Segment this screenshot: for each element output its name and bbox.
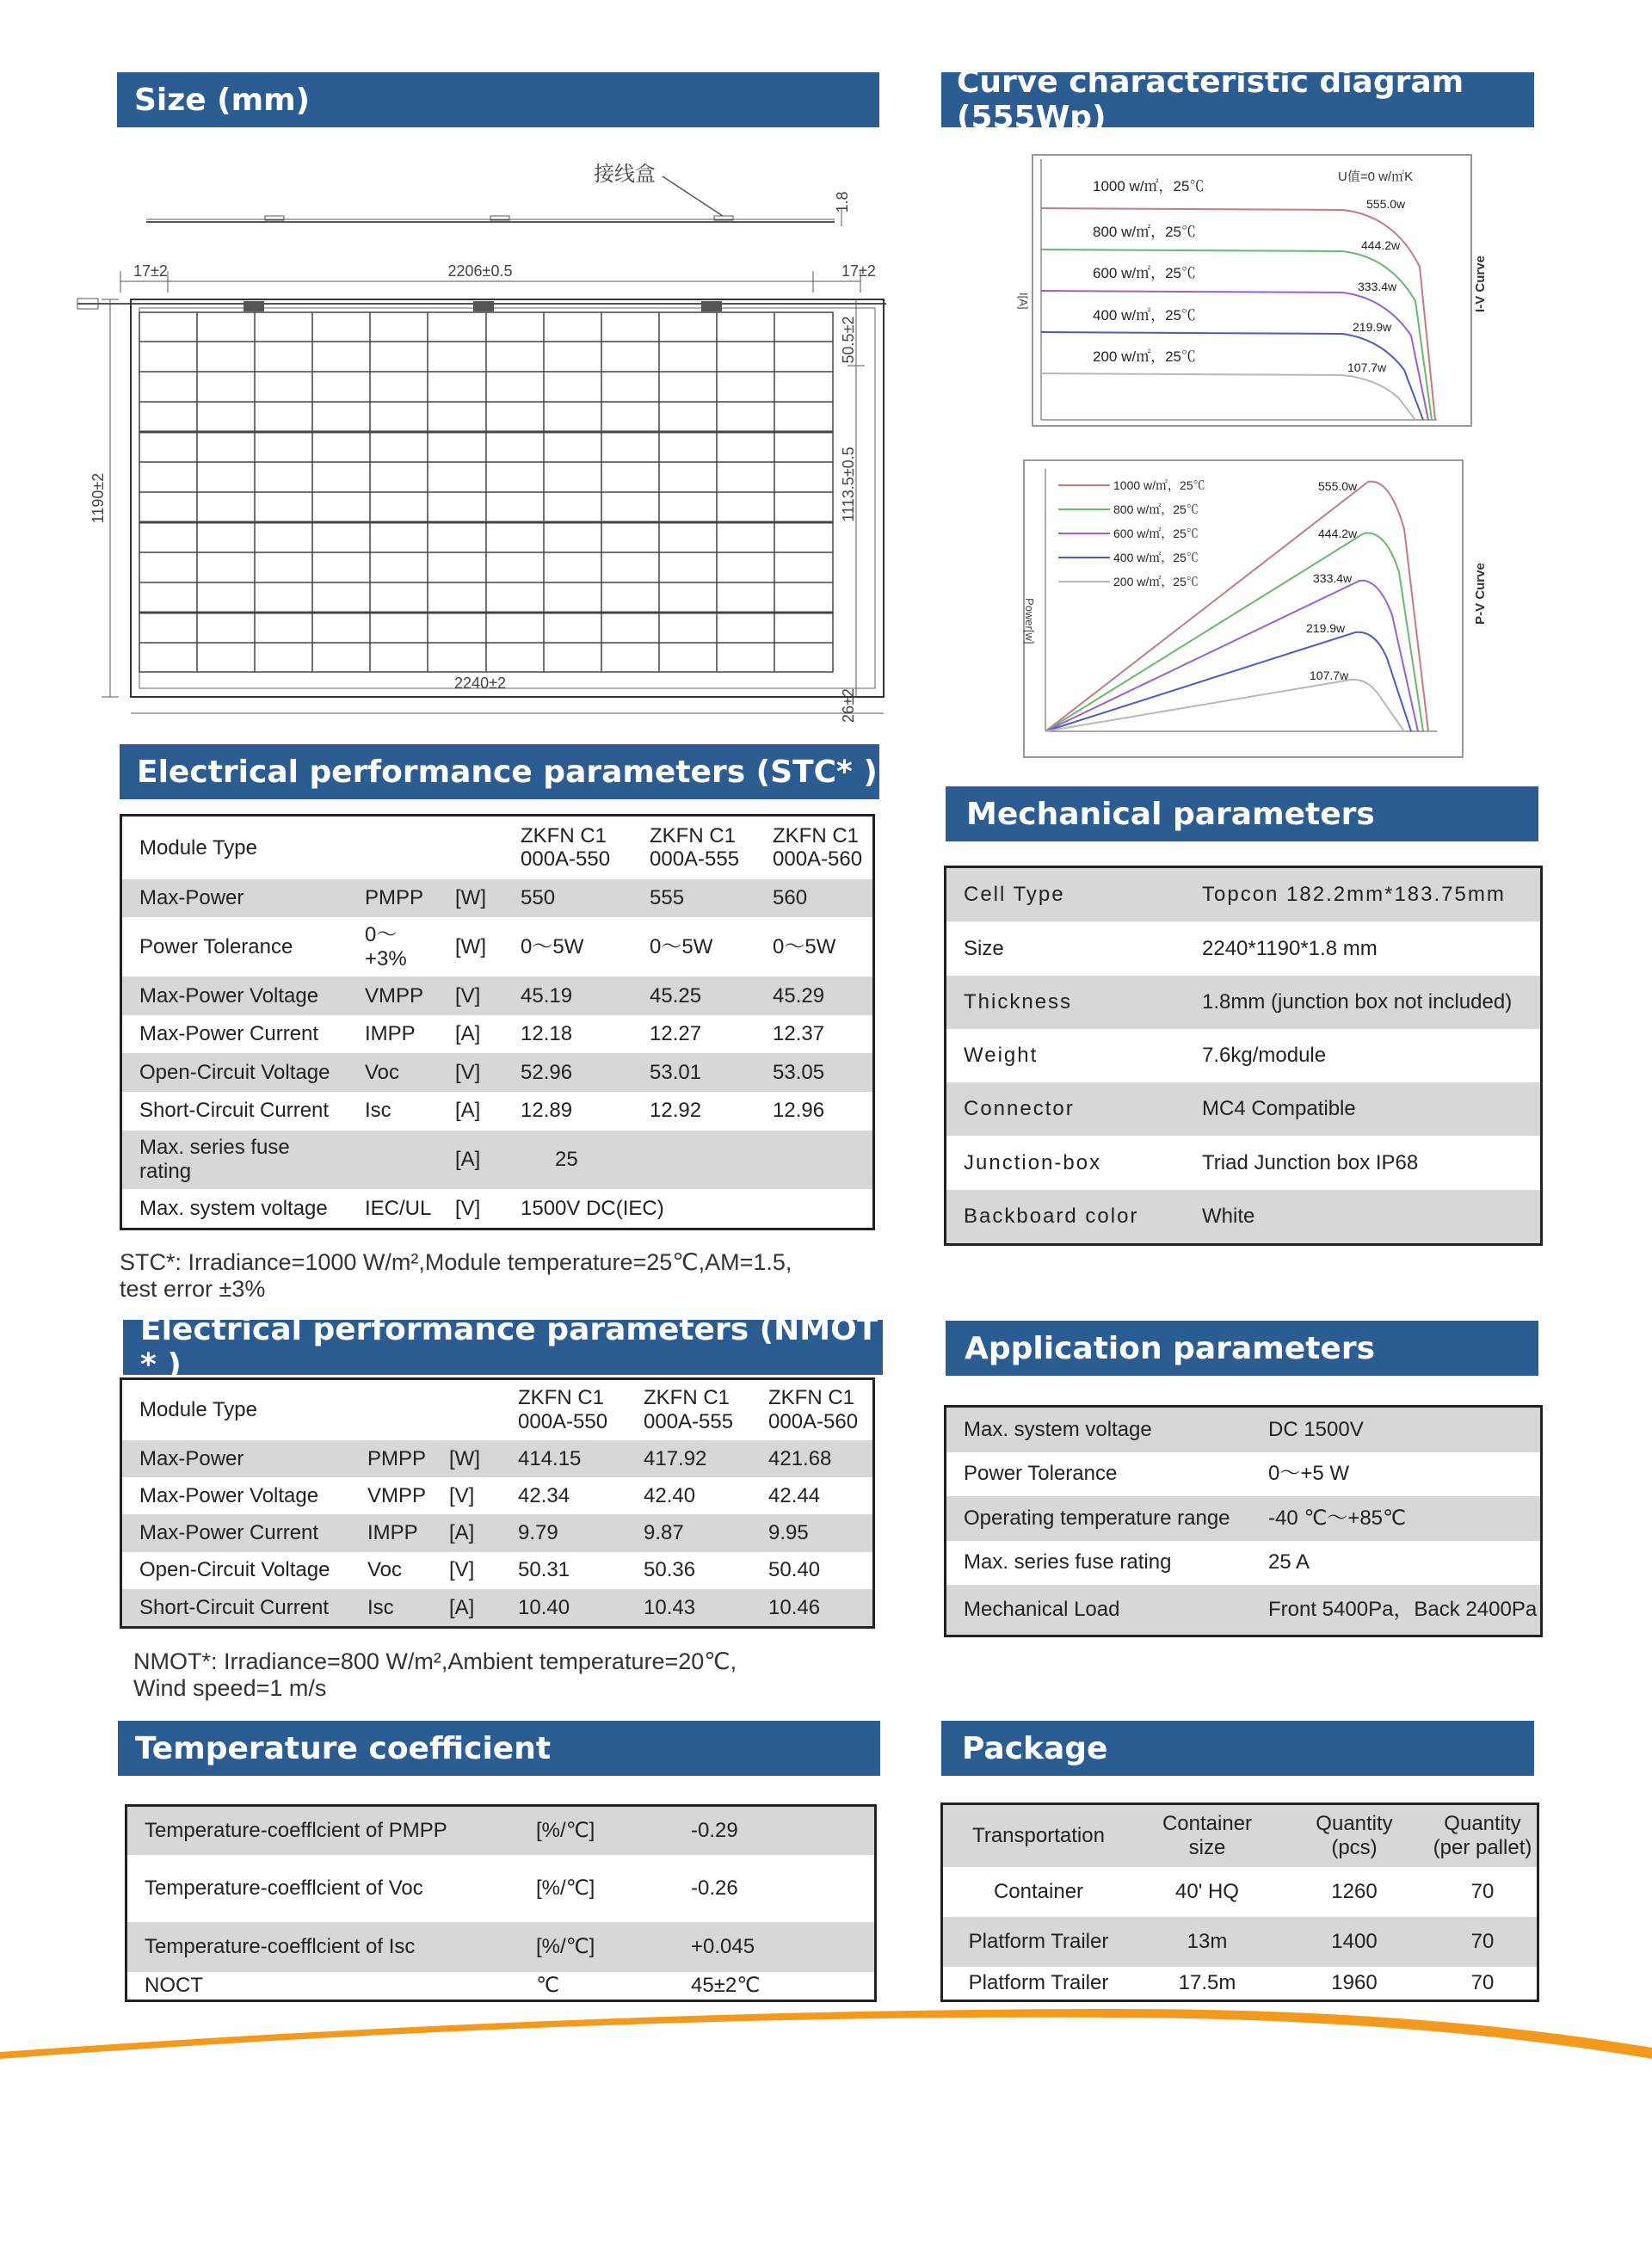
app-row-fuse: Max. series fuse rating 25 A (964, 1550, 1310, 1574)
iv-power-800: 444.2w (1361, 238, 1401, 252)
nmot-section-header (123, 1312, 883, 1383)
mech-row-weight: Weight 7.6kg/module (964, 1044, 1327, 1068)
pv-curve-chart (1007, 452, 1506, 766)
nmot-table (120, 1377, 875, 1629)
pv-curve-600 (1045, 581, 1418, 731)
stc-header-row (122, 816, 872, 879)
nmot-section-title: Electrical performance parameters (NMOT * ) (140, 1312, 878, 1383)
cell-grid (139, 312, 833, 672)
dim-right-margin: 17±2 (841, 262, 876, 280)
temp-row-noct: NOCT ℃ 45±2℃ (145, 1974, 761, 1998)
package-section-header (941, 1721, 1534, 1776)
module-dimension-drawing (69, 142, 895, 727)
temp-section-title: Temperature coefficient (135, 1730, 552, 1766)
stc-section-title: Electrical performance parameters (STC* ) (137, 754, 878, 790)
pv-label-600: 600 w/㎡，25℃ (1113, 527, 1199, 540)
stc-row-power-tolerance: Power Tolerance 0～ +3% [W] 0～5W 0～5W 0～5W (139, 923, 836, 971)
footer-wave (0, 2009, 1652, 2069)
nmot-row-isc: Short-Circuit Current Isc [A] 10.40 10.43 10.46 (122, 1589, 872, 1626)
dim-height: 1190±2 (89, 472, 107, 524)
mech-row-backboard: Backboard color White (946, 1190, 1540, 1243)
iv-label-600: 600 w/㎡，25℃ (1093, 265, 1196, 281)
package-header-row: Transportation Container size Quantity (pcs) Quantity (per pallet) (943, 1805, 1537, 1867)
iv-power-600: 333.4w (1358, 280, 1397, 293)
pv-label-1000: 1000 w/㎡，25℃ (1113, 478, 1205, 492)
mech-row-connector: Connector MC4 Compatible (946, 1082, 1540, 1136)
size-section-header (117, 72, 879, 127)
temp-row-voc: Temperature-coefflcient of Voc [%/℃] -0.26 (145, 1876, 738, 1901)
stc-row-system-voltage: Max. system voltage IEC/UL [V] 1500V DC(IEC) (139, 1196, 664, 1220)
dim-inner-length: 2206±0.5 (447, 262, 513, 280)
stc-header-555: ZKFN C1 000A-555 (650, 823, 740, 872)
nmot-row-vmpp: Max-Power Voltage VMPP [V] 42.34 42.40 42.44 (139, 1483, 821, 1507)
mech-row-junction-box: Junction-box Triad Junction box IP68 (964, 1150, 1419, 1174)
dim-left-margin: 17±2 (133, 262, 168, 280)
stc-section-header (120, 744, 879, 799)
nmot-footnote: NMOT*: Irradiance=800 W/m²,Ambient temperature=20℃, Wind speed=1 m/s (133, 1648, 737, 1702)
iv-yaxis-label: I[A] (1017, 293, 1030, 310)
mech-row-size: Size 2240*1190*1.8 mm (964, 936, 1378, 960)
size-section-title: Size (mm) (134, 82, 311, 118)
app-row-power-tolerance: Power Tolerance 0～+5 W (964, 1462, 1350, 1486)
iv-label-1000: 1000 w/㎡，25℃ (1093, 178, 1205, 194)
pv-label-200: 200 w/㎡，25℃ (1113, 575, 1199, 588)
nmot-row-voc: Open-Circuit Voltage Voc [V] 50.31 50.36 50.40 (139, 1558, 821, 1582)
mech-row-thickness: Thickness 1.8mm (junction box not included) (946, 976, 1540, 1029)
mech-table (944, 866, 1543, 1246)
app-row-operating-temp: Operating temperature range -40 ℃～+85℃ (946, 1496, 1540, 1541)
app-section-title: Application parameters (965, 1330, 1375, 1366)
iv-curve-chart (1007, 146, 1506, 443)
stc-row-isc: Short-Circuit Current Isc [A] 12.89 12.92 12.96 (139, 1099, 825, 1123)
stc-row-vmpp: Max-Power Voltage VMPP [V] 45.19 45.25 45.29 (122, 977, 872, 1015)
iv-power-1000: 555.0w (1366, 197, 1406, 211)
stc-footnote: STC*: Irradiance=1000 W/m²,Module temperature=25℃,AM=1.5, test error ±3% (120, 1249, 792, 1303)
stc-table (120, 814, 875, 1230)
package-row-trailer-17-5m: Platform Trailer 17.5m 1960 70 (968, 1971, 1495, 1995)
nmot-row-impp: Max-Power Current IMPP [A] 9.79 9.87 9.95 (122, 1514, 872, 1551)
junction-box-label: 接线盒 (594, 163, 656, 186)
pv-side-label: P-V Curve (1473, 563, 1488, 625)
app-section-header (946, 1321, 1538, 1376)
pv-yaxis-label: Power[w] (1023, 598, 1036, 644)
dim-bottom: 26±2 (840, 688, 857, 723)
app-row-system-voltage: Max. system voltage DC 1500V (946, 1408, 1540, 1452)
iv-power-400: 219.9w (1353, 320, 1392, 334)
mech-section-title: Mechanical parameters (966, 796, 1375, 832)
pv-power-400: 219.9w (1306, 621, 1346, 635)
temp-row-isc: Temperature-coefflcient of Isc [%/℃] +0.045 (127, 1922, 874, 1972)
pv-power-200: 107.7w (1310, 669, 1349, 682)
package-table (940, 1802, 1539, 2002)
stc-row-max-power: Max-Power PMPP [W] 550 555 560 (122, 879, 872, 918)
pv-curve-400 (1045, 632, 1411, 731)
stc-header-module-type: Module Type (139, 835, 257, 860)
nmot-header-row: Module Type ZKFN C1 000A-550 ZKFN C1 000A-555 ZKFN C1 000A-560 (139, 1386, 859, 1433)
iv-power-200: 107.7w (1347, 360, 1387, 374)
pv-label-800: 800 w/㎡，25℃ (1113, 502, 1199, 516)
iv-label-200: 200 w/㎡，25℃ (1093, 348, 1196, 365)
dim-thickness: 1.8 (834, 191, 851, 213)
iv-label-400: 400 w/㎡，25℃ (1093, 307, 1196, 324)
curve-section-header (941, 65, 1534, 135)
stc-header-550: ZKFN C1 000A-550 (521, 823, 611, 872)
pv-legend (1058, 485, 1110, 582)
temp-row-pmpp: Temperature-coefflcient of PMPP [%/℃] -0.29 (127, 1807, 874, 1855)
pv-curve-1000 (1045, 482, 1428, 731)
stc-row-voc: Open-Circuit Voltage Voc [V] 52.96 53.01 53.05 (122, 1053, 872, 1092)
temp-table (125, 1804, 877, 2002)
curve-section-title: Curve characteristic diagram (555Wp) (957, 65, 1464, 135)
stc-header-560: ZKFN C1 000A-560 (773, 823, 863, 872)
dim-top-offset: 50.5±2 (840, 316, 857, 364)
pv-curve-800 (1045, 533, 1423, 731)
mech-row-cell-type: Cell Type Topcon 182.2mm*183.75mm (946, 868, 1540, 921)
stc-row-fuse: Max. series fuse rating [A] 25 (122, 1131, 872, 1190)
nmot-row-max-power: Max-Power PMPP [W] 414.15 417.92 421.68 (122, 1440, 872, 1477)
iv-curve-200 (1041, 373, 1415, 420)
pv-power-1000: 555.0w (1318, 479, 1358, 493)
package-row-trailer-13m: Platform Trailer 13m 1400 70 (943, 1917, 1537, 1967)
stc-row-impp: Max-Power Current IMPP [A] 12.18 12.27 12.37 (139, 1022, 825, 1046)
iv-unit-note: U值=0 w/㎡K (1338, 169, 1414, 184)
iv-side-label: I-V Curve (1473, 256, 1488, 312)
mech-section-header (946, 786, 1538, 841)
package-row-container: Container 40' HQ 1260 70 (993, 1880, 1495, 1904)
pv-power-800: 444.2w (1318, 527, 1358, 540)
package-section-title: Package (962, 1730, 1108, 1766)
dim-inner-height: 1113.5±0.5 (840, 447, 857, 522)
app-row-mechanical-load: Mechanical Load Front 5400Pa，Back 2400Pa (946, 1585, 1540, 1635)
temp-section-header (118, 1721, 880, 1776)
pv-power-600: 333.4w (1313, 571, 1353, 585)
pv-label-400: 400 w/㎡，25℃ (1113, 551, 1199, 564)
iv-label-800: 800 w/㎡，25℃ (1093, 224, 1196, 240)
app-table (944, 1405, 1543, 1637)
iv-curve-400 (1041, 332, 1423, 420)
dim-length: 2240±2 (454, 675, 506, 692)
